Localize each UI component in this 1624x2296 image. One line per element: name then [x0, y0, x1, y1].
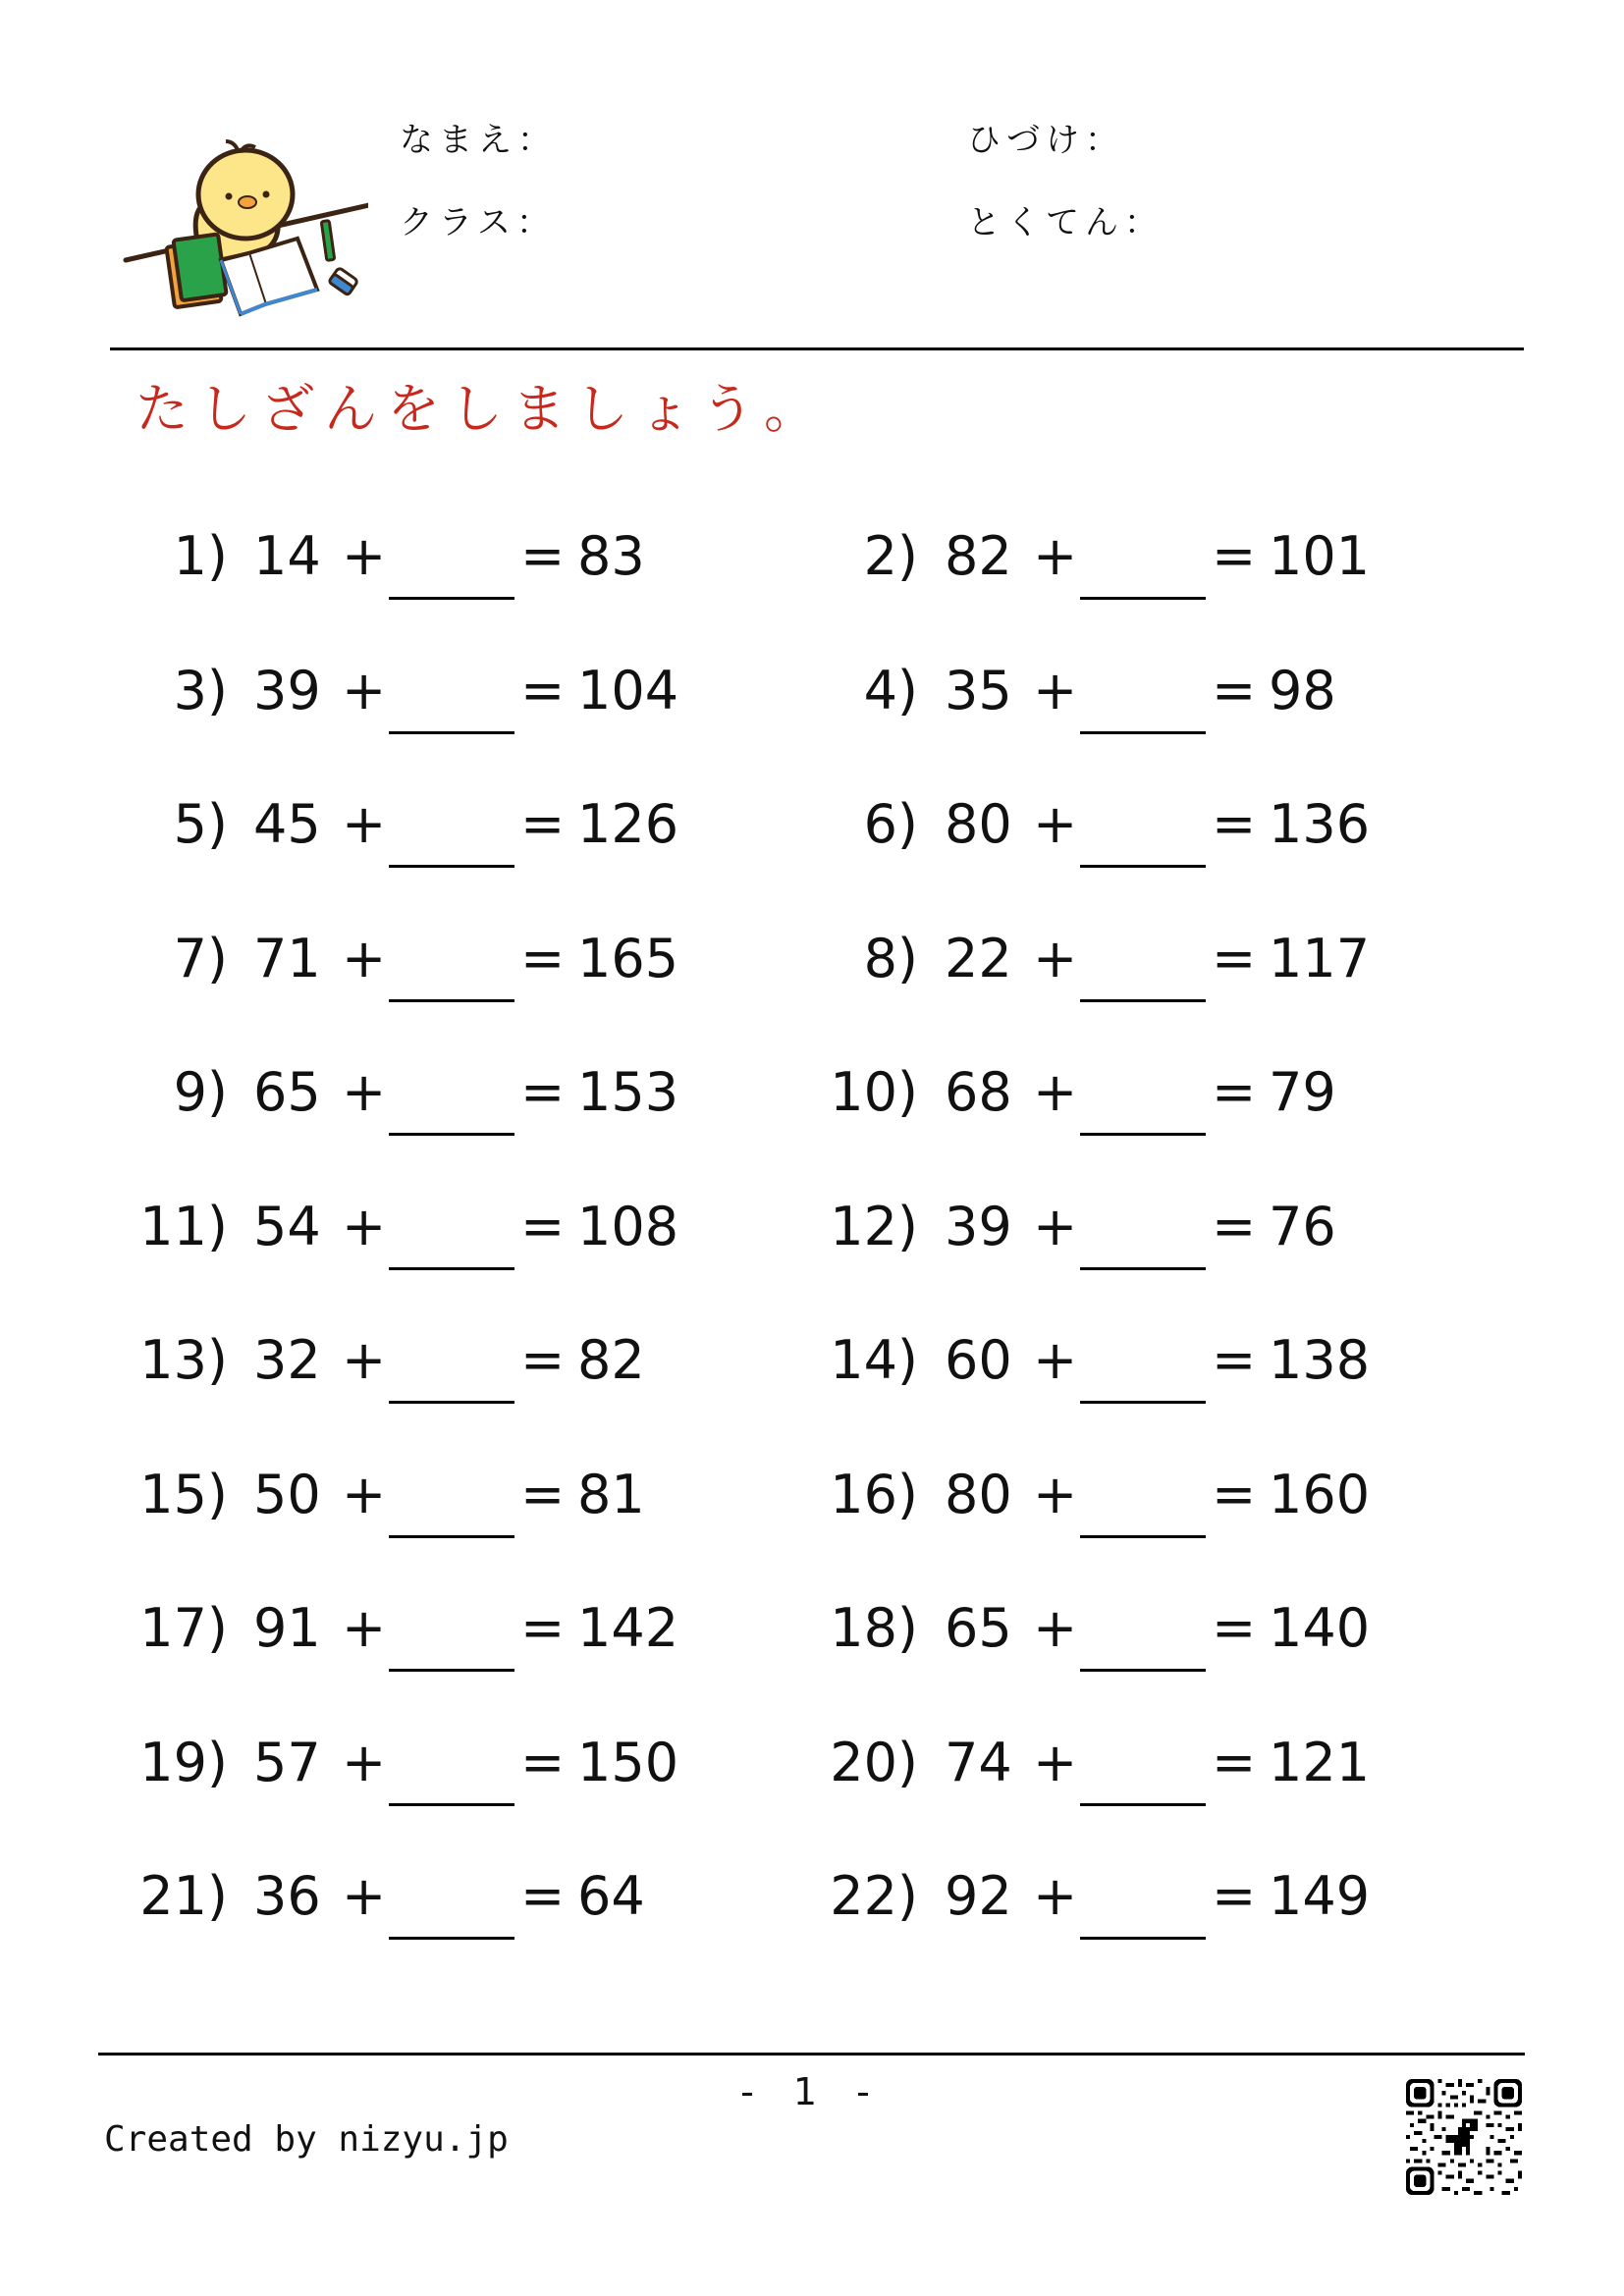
problem-sum: 160 [1269, 1464, 1371, 1525]
problem-sum: 79 [1269, 1061, 1336, 1123]
problem-number: 21) [139, 1865, 228, 1927]
problem-item [0, 1329, 1624, 1413]
qr-code-icon [1406, 2079, 1522, 2195]
problem-item [0, 1061, 1624, 1145]
problem-item [0, 525, 1624, 609]
answer-blank-input[interactable] [1080, 1803, 1206, 1806]
problem-item [0, 1597, 1624, 1681]
equals-sign: = [520, 660, 566, 721]
problem-addend: 50 [253, 1464, 321, 1525]
problem-item [0, 1732, 1624, 1815]
equals-sign: = [1212, 1329, 1257, 1391]
problem-sum: 165 [577, 928, 679, 989]
answer-blank-input[interactable] [1080, 1535, 1206, 1538]
problem-addend: 65 [253, 1061, 321, 1123]
problem-addend: 74 [945, 1732, 1012, 1793]
problem-addend: 80 [945, 793, 1012, 855]
equals-sign: = [520, 1196, 566, 1257]
problem-number: 11) [139, 1196, 228, 1257]
plus-sign: + [1033, 1865, 1078, 1927]
plus-sign: + [1033, 1597, 1078, 1659]
equals-sign: = [1212, 928, 1257, 989]
answer-blank-input[interactable] [1080, 1669, 1206, 1672]
plus-sign: + [342, 1061, 387, 1123]
plus-sign: + [1033, 793, 1078, 855]
problem-addend: 80 [945, 1464, 1012, 1525]
problem-sum: 138 [1269, 1329, 1371, 1391]
plus-sign: + [1033, 1732, 1078, 1793]
problem-item [0, 793, 1624, 877]
problem-addend: 71 [253, 928, 321, 989]
problem-addend: 65 [945, 1597, 1012, 1659]
problem-number: 3) [173, 660, 228, 721]
equals-sign: = [1212, 1061, 1257, 1123]
problem-number: 9) [173, 1061, 228, 1123]
problem-item [0, 1865, 1624, 1949]
problem-sum: 82 [577, 1329, 645, 1391]
problem-addend: 57 [253, 1732, 321, 1793]
problem-number: 5) [173, 793, 228, 855]
plus-sign: + [342, 525, 387, 587]
problem-addend: 92 [945, 1865, 1012, 1927]
problem-item [0, 928, 1624, 1011]
equals-sign: = [1212, 525, 1257, 587]
equals-sign: = [1212, 793, 1257, 855]
problem-addend: 82 [945, 525, 1012, 587]
problem-item [0, 1196, 1624, 1279]
problem-addend: 39 [945, 1196, 1012, 1257]
equals-sign: = [1212, 660, 1257, 721]
answer-blank-input[interactable] [1080, 731, 1206, 734]
plus-sign: + [1033, 1464, 1078, 1525]
equals-sign: = [520, 1061, 566, 1123]
problem-addend: 60 [945, 1329, 1012, 1391]
problem-number: 6) [863, 793, 918, 855]
problem-sum: 76 [1269, 1196, 1336, 1257]
page-number: - 1 - [740, 2070, 884, 2113]
equals-sign: = [520, 1865, 566, 1927]
plus-sign: + [342, 1464, 387, 1525]
equals-sign: = [1212, 1865, 1257, 1927]
problem-addend: 22 [945, 928, 1012, 989]
answer-blank-input[interactable] [1080, 999, 1206, 1002]
problem-sum: 117 [1269, 928, 1371, 989]
equals-sign: = [1212, 1196, 1257, 1257]
plus-sign: + [342, 1732, 387, 1793]
problem-number: 13) [139, 1329, 228, 1391]
plus-sign: + [1033, 928, 1078, 989]
problem-item [0, 1464, 1624, 1547]
equals-sign: = [1212, 1597, 1257, 1659]
equals-sign: = [1212, 1732, 1257, 1793]
plus-sign: + [1033, 1061, 1078, 1123]
equals-sign: = [520, 1464, 566, 1525]
problem-sum: 104 [577, 660, 679, 721]
problem-number: 17) [139, 1597, 228, 1659]
problem-addend: 45 [253, 793, 321, 855]
plus-sign: + [342, 1329, 387, 1391]
plus-sign: + [1033, 1329, 1078, 1391]
plus-sign: + [1033, 1196, 1078, 1257]
class-field-label: クラス： [400, 203, 556, 242]
problem-sum: 149 [1269, 1865, 1371, 1927]
problem-number: 14) [830, 1329, 918, 1391]
credit-text: Created by nizyu.jp [104, 2119, 509, 2160]
instruction-title: たしざんをしましょう。 [135, 378, 827, 440]
answer-blank-input[interactable] [1080, 1937, 1206, 1940]
problem-sum: 153 [577, 1061, 679, 1123]
problem-addend: 39 [253, 660, 321, 721]
equals-sign: = [520, 793, 566, 855]
problem-number: 1) [173, 525, 228, 587]
date-field-label: ひづけ： [967, 121, 1124, 160]
footer-divider [98, 2053, 1525, 2056]
problem-sum: 81 [577, 1464, 645, 1525]
problem-sum: 108 [577, 1196, 679, 1257]
problem-number: 16) [830, 1464, 918, 1525]
problem-sum: 64 [577, 1865, 645, 1927]
problem-number: 22) [830, 1865, 918, 1927]
plus-sign: + [342, 1865, 387, 1927]
plus-sign: + [342, 928, 387, 989]
header-divider [110, 347, 1524, 350]
problem-number: 4) [863, 660, 918, 721]
equals-sign: = [520, 525, 566, 587]
problem-number: 7) [173, 928, 228, 989]
equals-sign: = [1212, 1464, 1257, 1525]
plus-sign: + [1033, 525, 1078, 587]
problem-addend: 14 [253, 525, 321, 587]
problem-number: 8) [863, 928, 918, 989]
problem-sum: 136 [1269, 793, 1371, 855]
chick-mascot-icon [123, 128, 368, 324]
plus-sign: + [1033, 660, 1078, 721]
equals-sign: = [520, 1597, 566, 1659]
answer-blank-input[interactable] [1080, 865, 1206, 868]
equals-sign: = [520, 928, 566, 989]
problem-sum: 140 [1269, 1597, 1371, 1659]
problem-number: 10) [830, 1061, 918, 1123]
name-field-label: なまえ： [400, 121, 557, 160]
problem-addend: 54 [253, 1196, 321, 1257]
plus-sign: + [342, 1597, 387, 1659]
problem-sum: 98 [1269, 660, 1336, 721]
problem-addend: 35 [945, 660, 1012, 721]
answer-blank-input[interactable] [1080, 597, 1206, 600]
problem-sum: 150 [577, 1732, 679, 1793]
problem-number: 18) [830, 1597, 918, 1659]
problem-sum: 83 [577, 525, 645, 587]
answer-blank-input[interactable] [1080, 1267, 1206, 1270]
answer-blank-input[interactable] [1080, 1401, 1206, 1404]
plus-sign: + [342, 1196, 387, 1257]
score-field-label: とくてん： [967, 203, 1164, 242]
problem-addend: 32 [253, 1329, 321, 1391]
problem-item [0, 660, 1624, 743]
problem-addend: 68 [945, 1061, 1012, 1123]
problem-sum: 121 [1269, 1732, 1371, 1793]
answer-blank-input[interactable] [1080, 1133, 1206, 1136]
problem-addend: 36 [253, 1865, 321, 1927]
plus-sign: + [342, 793, 387, 855]
problem-number: 12) [830, 1196, 918, 1257]
problem-number: 2) [863, 525, 918, 587]
problem-number: 20) [830, 1732, 918, 1793]
problem-sum: 142 [577, 1597, 679, 1659]
problem-addend: 91 [253, 1597, 321, 1659]
problem-sum: 126 [577, 793, 679, 855]
plus-sign: + [342, 660, 387, 721]
problem-number: 19) [139, 1732, 228, 1793]
equals-sign: = [520, 1329, 566, 1391]
problem-sum: 101 [1269, 525, 1371, 587]
problem-number: 15) [139, 1464, 228, 1525]
equals-sign: = [520, 1732, 566, 1793]
